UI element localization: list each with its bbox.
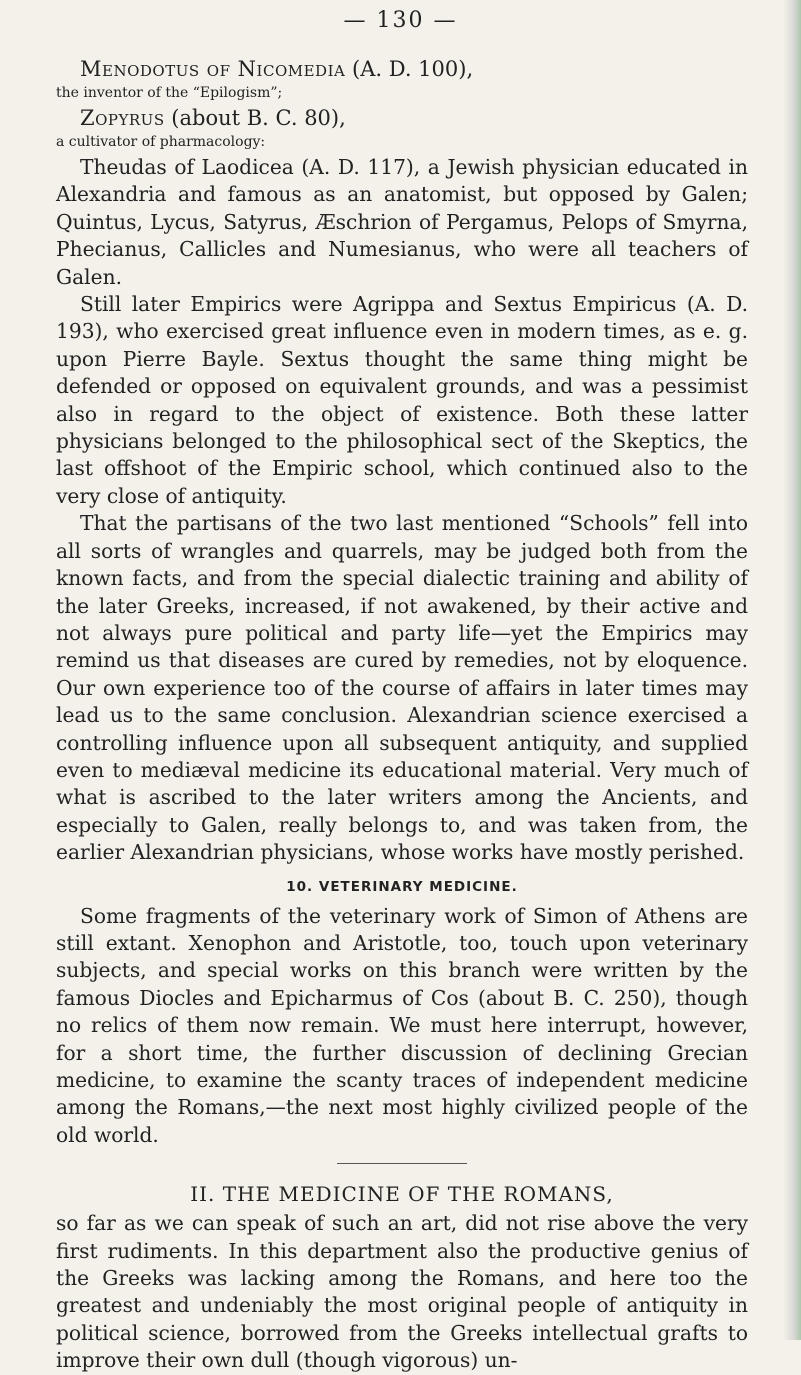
page-number: — 130 — xyxy=(343,8,458,33)
section-divider xyxy=(337,1163,467,1164)
paragraph-veterinary: Some fragments of the veterinary work of Simon of Athens are still extant. Xenophon and Aristotle, too, touch upon veterinary subjects, and special works on this branch were written by the famous Diocles and Epicharmus of Cos (about B. C. 250), though no relics of them now remain. We must here interrupt, however, for a short time, the further discussion of declining Grecian medicine, to examine the scanty traces of independent medicine among the Romans,—the next most highly civilized people of the old world. xyxy=(56,903,748,1147)
entry-date: (about B. C. 80), xyxy=(171,106,346,130)
paragraph-partisans: That the partisans of the two last mentioned “Schools” fell into all sorts of wrangles and quarrels, may be judged both from the known facts, and from the special dialectic training and ability of the later Greeks, increased, if not awakened, by their active and not always pure political and party life—yet the Empirics may remind us that diseases are cured by remedies, not by eloquence. Our own experience too of the course of affairs in later times may lead us to the same conclusion. Alexandrian science exercised a controlling influence upon all subsequent antiquity, and supplied even to mediæval medicine its educational material. Very much of what is ascribed to the later writers among the Ancients, and especially to Galen, really belongs to, and was taken from, the earlier Alexandrian physicians, whose works have mostly perished. xyxy=(56,511,748,865)
entry-date: (A. D. 100), xyxy=(352,57,474,81)
paragraph-theudas: Theudas of Laodicea (A. D. 117), a Jewish physician educated in Alexandria and famous as an anatomist, but opposed by Galen; Quintus, Lycus, Satyrus, Æschrion of Pergamus, Pelops of Smyrna, Phecianus, Callicles and Numesianus, who were all teachers of Galen. xyxy=(56,155,748,289)
page-edge-shadow xyxy=(783,0,801,1340)
page-body xyxy=(56,56,748,1375)
paragraph-romans: so far as we can speak of such an art, did not rise above the very first rudiments. In this department also the productive genius of the Greeks was lacking among the Romans, and here too the greatest and undeniably the most original people of antiquity in political science, borrowed from the Greeks intellectual grafts to improve their own dull (though vigorous) un- xyxy=(56,1211,748,1373)
entry-name: Zopyrus xyxy=(80,106,165,130)
paragraph-empirics: Still later Empirics were Agrippa and Sextus Empiricus (A. D. 193), who exercised great influence even in modern times, as e. g. upon Pierre Bayle. Sextus thought the same thing might be defended or opposed on equivalent grounds, and was a pessimist also in regard to the object of existence. Both these latter physicians belonged to the philosophical sect of the Skeptics, the last offshoot of the Empiric school, which continued also to the very close of antiquity. xyxy=(56,292,748,508)
entry-menodotus-heading xyxy=(80,56,748,83)
entry-menodotus-desc: the inventor of the “Epilogism”; xyxy=(56,85,283,101)
section-heading-romans: II. THE MEDICINE OF THE ROMANS, xyxy=(190,1182,614,1207)
section-heading-veterinary: 10. VETERINARY MEDICINE. xyxy=(286,878,518,895)
entry-zopyrus-desc: a cultivator of pharmacology: xyxy=(56,134,266,150)
entry-name: Menodotus of Nicomedia xyxy=(80,57,346,81)
entry-zopyrus-heading xyxy=(80,105,748,132)
